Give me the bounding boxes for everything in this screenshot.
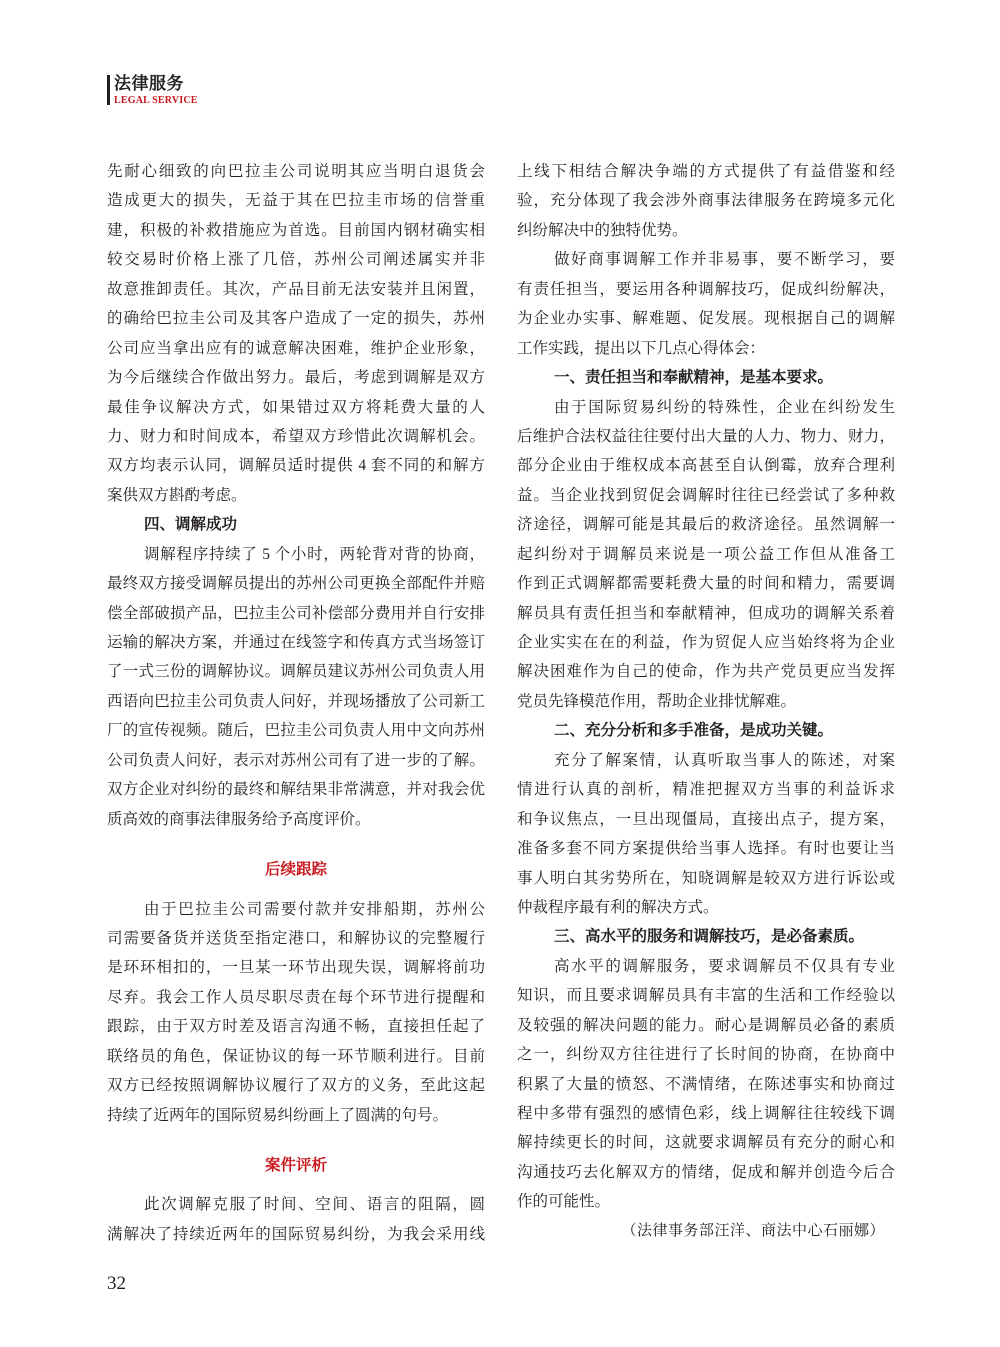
text-line: 尽弃。我会工作人员尽职尽责在每个环节进行提醒和 — [107, 988, 485, 1006]
text-line: 解员具有责任担当和奉献精神，但成功的调解关系着 — [517, 604, 895, 622]
paragraph — [517, 952, 895, 1217]
column-left — [107, 157, 485, 1249]
page-number: 32 — [107, 1273, 126, 1294]
text-line: 解决困难作为自己的使命，作为共产党员更应当发挥 — [517, 663, 895, 681]
text-line: 造成更大的损失，无益于其在巴拉圭市场的信誉重 — [107, 192, 485, 210]
text-line: 为企业办实事、解难题、促发展。现根据自己的调解 — [517, 310, 895, 328]
paragraph — [107, 157, 485, 510]
text-line: 及较强的解决问题的能力。耐心是调解员必备的素质 — [517, 1016, 895, 1034]
text-line: 有责任担当，要运用各种调解技巧，促成纠纷解决， — [517, 280, 895, 298]
section-subtitle: LEGAL SERVICE — [114, 95, 198, 106]
subheading: 三、高水平的服务和调解技巧，是必备素质。 — [554, 927, 865, 946]
text-line: 是环环相扣的，一旦某一环节出现失误，调解将前功 — [107, 959, 485, 977]
text-line: 故意推卸责任。其次，产品目前无法安装并且闲置， — [107, 280, 485, 298]
text-line: 持续了近两年的国际贸易纠纷画上了圆满的句号。 — [107, 1106, 449, 1124]
text-line: 双方已经按照调解协议履行了双方的义务，至此这起 — [107, 1077, 485, 1095]
subheading: 二、充分分析和多手准备，是成功关键。 — [554, 721, 834, 740]
text-line: 上线下相结合解决争端的方式提供了有益借鉴和经 — [517, 163, 895, 180]
text-line: 之一，纠纷双方往往进行了长时间的协商，在协商中 — [517, 1046, 895, 1064]
text-line: 双方企业对纠纷的最终和解结果非常满意，并对我会优 — [107, 781, 485, 799]
text-line: 济途径，调解可能是其最后的救济途径。虽然调解一 — [517, 516, 895, 534]
text-line: 由于国际贸易纠纷的特殊性，企业在纠纷发生 — [554, 398, 895, 416]
paragraph — [517, 157, 895, 245]
text-line: 建，积极的补救措施应为首选。目前国内钢材确实相 — [107, 221, 485, 239]
text-line: 偿全部破损产品，巴拉圭公司补偿部分费用并自行安排 — [107, 604, 485, 622]
text-line: 案供双方斟酌考虑。 — [107, 486, 247, 504]
text-line: 最佳争议解决方式，如果错过双方将耗费大量的人 — [107, 398, 485, 416]
paragraph — [107, 895, 485, 1131]
text-line: 司需要备货并送货至指定港口，和解协议的完整履行 — [107, 929, 485, 947]
text-line: 沟通技巧去化解双方的情绪，促成和解并创造今后合 — [517, 1163, 895, 1181]
text-line: 双方均表示认同，调解员适时提供 4 套不同的和解方 — [107, 457, 485, 475]
text-line: 充分了解案情，认真听取当事人的陈述，对案 — [554, 751, 895, 769]
paragraph — [517, 393, 895, 717]
text-line: 公司负责人问好，表示对苏州公司有了进一步的了解。 — [107, 751, 485, 769]
text-line: 情进行认真的剖析，精准把握双方当事的利益诉求 — [517, 781, 895, 799]
text-line: 知识，而且要求调解员具有丰富的生活和工作经验以 — [517, 987, 895, 1005]
section-title: 法律服务 — [114, 74, 184, 94]
column-right — [517, 157, 895, 1246]
text-line: 厂的宣传视频。随后，巴拉圭公司负责人用中文向苏州 — [107, 722, 485, 740]
text-line: 作到正式调解都需要耗费大量的时间和精力，需要调 — [517, 575, 895, 593]
text-line: 作的可能性。 — [517, 1193, 611, 1211]
text-line: 由于巴拉圭公司需要付款并安排船期，苏州公 — [144, 900, 485, 918]
text-line: 企业实实在在的利益，作为贸促人应当始终将为企业 — [517, 634, 895, 651]
text-line: 较交易时价格上涨了几倍，苏州公司阐述属实并非 — [107, 251, 485, 269]
text-line: 程中多带有强烈的感情色彩，线上调解往往较线下调 — [517, 1105, 895, 1122]
text-line: 质高效的商事法律服务给予高度评价。 — [107, 810, 371, 828]
text-line: 党员先锋模范作用，帮助企业排忧解难。 — [517, 692, 797, 710]
subheading: 一、责任担当和奉献精神，是基本要求。 — [554, 368, 834, 387]
section-heading: 案件评析 — [264, 1156, 327, 1174]
text-line: 后维护合法权益往往要付出大量的人力、物力、财力， — [517, 427, 895, 445]
text-line: 最终双方接受调解员提出的苏州公司更换全部配件并赔 — [107, 575, 485, 593]
text-line: 联络员的角色，保证协议的每一环节顺利进行。目前 — [107, 1047, 485, 1065]
text-line: 起纠纷对于调解员来说是一项公益工作但从准备工 — [517, 545, 895, 563]
text-line: 西语向巴拉圭公司负责人问好，并现场播放了公司新工 — [107, 692, 485, 710]
paragraph — [107, 540, 485, 834]
text-line: 的确给巴拉圭公司及其客户造成了一定的损失，苏州 — [107, 310, 485, 328]
paragraph — [517, 245, 895, 363]
text-line: 力、财力和时间成本，希望双方珍惜此次调解机会。 — [107, 427, 485, 445]
text-line: 调解程序持续了 5 个小时，两轮背对背的协商， — [144, 545, 485, 563]
text-line: 高水平的调解服务，要求调解员不仅具有专业 — [554, 957, 895, 975]
text-line: 积累了大量的愤怒、不满情绪，在陈述事实和协商过 — [517, 1075, 895, 1093]
text-line: 跟踪，由于双方时差及语言沟通不畅，直接担任起了 — [107, 1018, 485, 1036]
text-line: 事人明白其劣势所在，知晓调解是较双方进行诉讼或 — [517, 869, 895, 887]
text-line: 益。当企业找到贸促会调解时往往已经尝试了多种救 — [517, 486, 895, 504]
text-line: 先耐心细致的向巴拉圭公司说明其应当明白退货会 — [107, 163, 485, 180]
text-line: 仲裁程序最有利的解决方式。 — [517, 898, 719, 916]
text-line: 了一式三份的调解协议。调解员建议苏州公司负责人用 — [107, 663, 485, 681]
text-line: 准备多套不同方案提供给当事人选择。有时也要让当 — [517, 840, 895, 858]
text-line: 此次调解克服了时间、空间、语言的阻隔，圆 — [144, 1196, 485, 1214]
text-line: 解持续更长的时间，这就要求调解员有充分的耐心和 — [517, 1134, 895, 1152]
paragraph — [517, 746, 895, 923]
text-line: 验，充分体现了我会涉外商事法律服务在跨境多元化 — [517, 192, 895, 210]
text-line: 工作实践，提出以下几点心得体会： — [517, 339, 766, 357]
section-heading: 后续跟踪 — [264, 860, 327, 879]
text-line: 公司应当拿出应有的诚意解决困难，维护企业形象， — [107, 339, 485, 357]
text-line: 做好商事调解工作并非易事，要不断学习，要 — [554, 251, 895, 269]
text-line: 运输的解决方案，并通过在线签字和传真方式当场签订 — [107, 634, 485, 651]
header-rule — [107, 75, 110, 105]
text-line: 部分企业由于维权成本高甚至自认倒霉，放弃合理利 — [517, 457, 895, 475]
subheading: 四、调解成功 — [144, 515, 238, 534]
paragraph — [107, 1190, 485, 1249]
text-line: 纠纷解决中的独特优势。 — [517, 221, 688, 239]
text-line: 满解决了持续近两年的国际贸易纠纷，为我会采用线 — [107, 1225, 485, 1243]
text-line: 为今后继续合作做出努力。最后，考虑到调解是双方 — [107, 369, 485, 387]
byline: （法律事务部汪洋、商法中心石丽娜） — [621, 1222, 885, 1239]
text-line: 和争议焦点，一旦出现僵局，直接出点子，提方案， — [517, 810, 895, 828]
